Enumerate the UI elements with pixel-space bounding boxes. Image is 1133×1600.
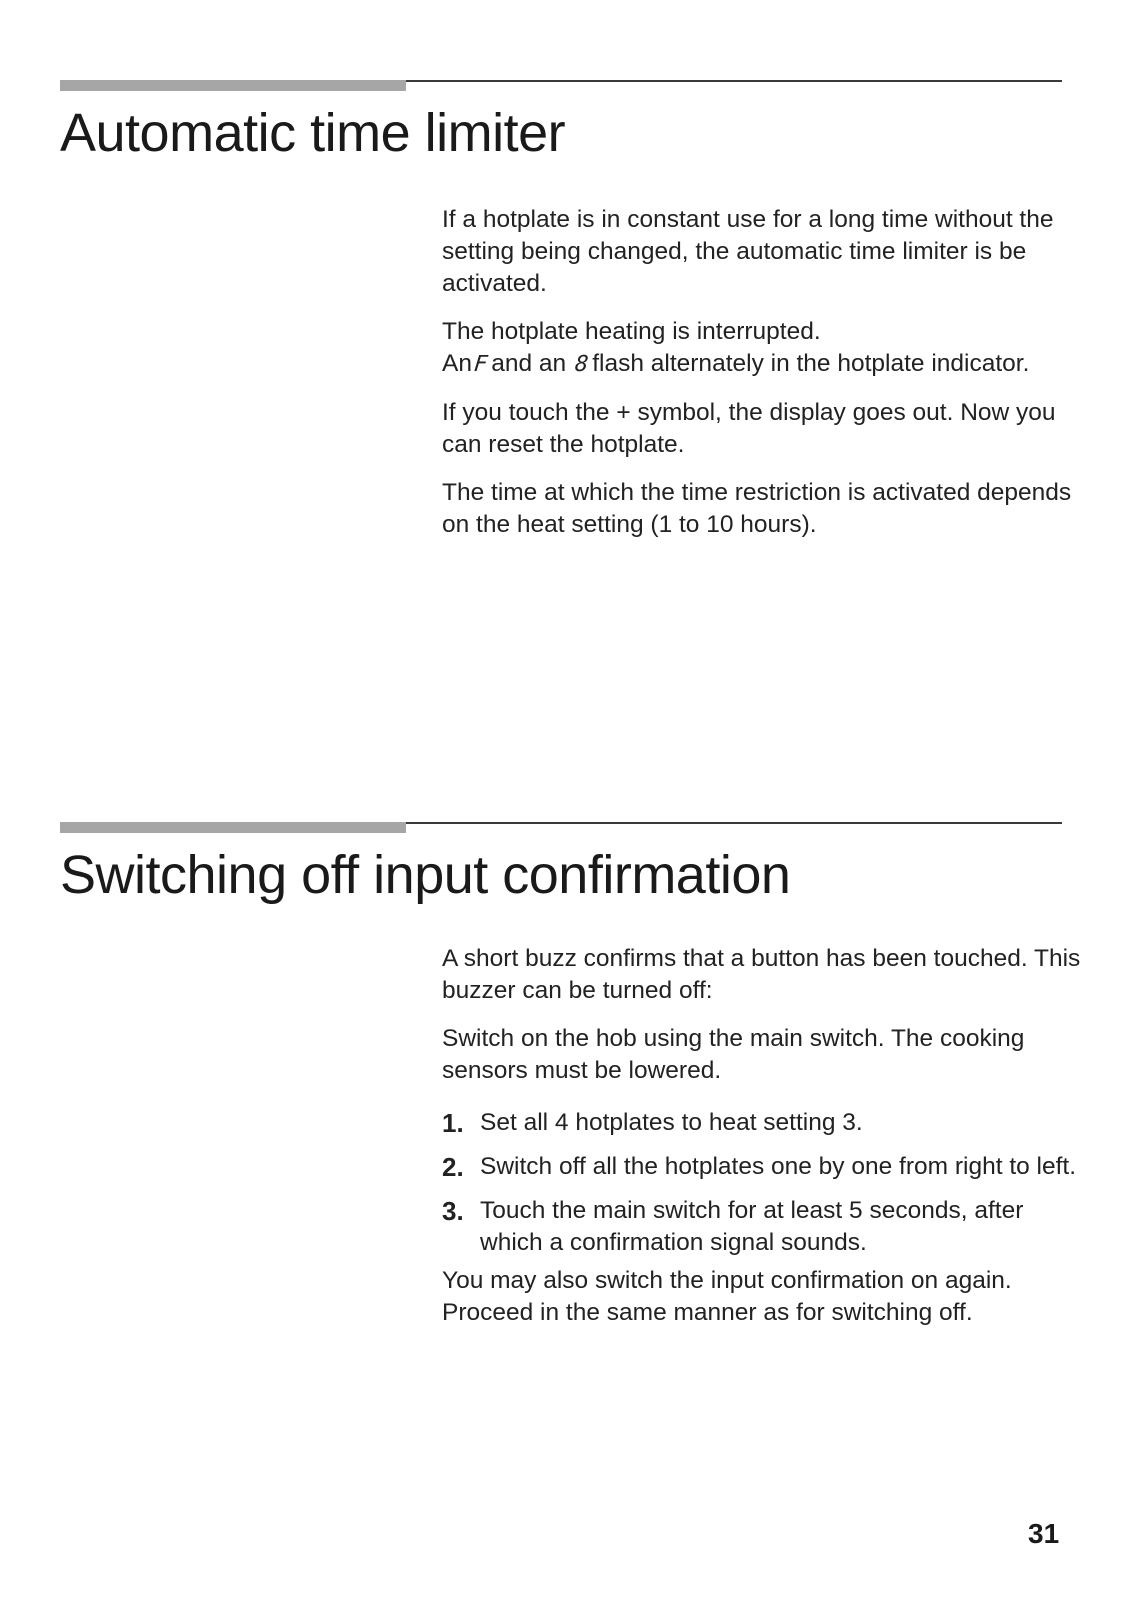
step-text: Switch off all the hotplates one by one from right to left. xyxy=(480,1153,1077,1180)
section1-p2-and-an: and an xyxy=(491,350,567,377)
display-symbol-f: F xyxy=(472,352,489,377)
step-item xyxy=(442,1107,1082,1139)
section1-p2-line1: The hotplate heating is interrupted. xyxy=(442,318,821,345)
section2-rule-thick xyxy=(60,822,406,833)
section1-p2-rest: flash alternately in the hotplate indicator. xyxy=(592,350,1030,377)
step-item xyxy=(442,1195,1082,1259)
section2-paragraph-2: Switch on the hob using the main switch. The cooking sensors must be lowered. xyxy=(442,1025,1025,1084)
section2-paragraph-3: You may also switch the input confirmation on again. Proceed in the same manner as for switching off. xyxy=(442,1267,1012,1326)
section1-title: Automatic time limiter xyxy=(60,103,566,163)
section1-body xyxy=(442,204,1082,557)
page-number: 31 xyxy=(1028,1518,1060,1549)
step-text: Set all 4 hotplates to heat setting 3. xyxy=(480,1109,863,1136)
section1-rule-thick xyxy=(60,80,406,91)
step-number: 1. xyxy=(442,1108,464,1138)
step-number: 2. xyxy=(442,1152,464,1182)
step-number: 3. xyxy=(442,1196,464,1226)
section2-title: Switching off input confirmation xyxy=(60,845,791,905)
section1-paragraph-4: The time at which the time restriction is activated depends on the heat setting (1 to 10 hours). xyxy=(442,479,1072,538)
display-symbol-8: 8 xyxy=(573,352,590,377)
section1-p2-an: An xyxy=(442,350,472,377)
step-item xyxy=(442,1151,1082,1183)
steps-list xyxy=(442,1107,1082,1259)
section1-paragraph-2 xyxy=(442,316,1082,381)
section1-paragraph-3: If you touch the + symbol, the display goes out. Now you can reset the hotplate. xyxy=(442,399,1056,458)
section2-paragraph-1: A short buzz confirms that a button has been touched. This buzzer can be turned off: xyxy=(442,945,1081,1004)
step-text: Touch the main switch for at least 5 seconds, after which a confirmation signal sounds. xyxy=(480,1197,1024,1256)
section1-paragraph-1: If a hotplate is in constant use for a long time without the setting being changed, the automatic time limiter is be activated. xyxy=(442,206,1054,297)
section2-body xyxy=(442,943,1082,1345)
